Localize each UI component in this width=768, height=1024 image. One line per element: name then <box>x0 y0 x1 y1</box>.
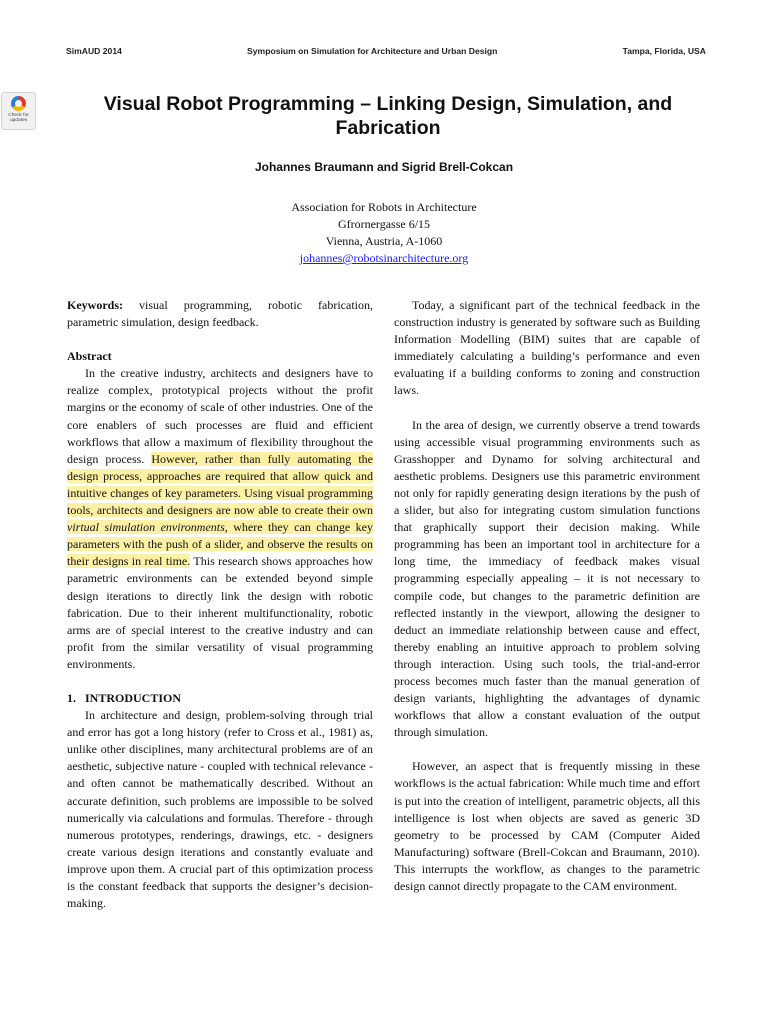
affiliation-block <box>0 199 768 267</box>
right-column <box>394 297 700 895</box>
header-conference: SimAUD 2014 <box>66 46 122 56</box>
keywords-paragraph <box>67 297 373 331</box>
affiliation-line: Association for Robots in Architecture <box>291 200 477 214</box>
body-paragraph: In the area of design, we currently observe a trend towards using accessible visual programming environments such as Grasshopper and Dynamo for solving architectural and aesthetic problems. Designers use this parametric environment not only for rapidly generating design iterations by the push of a slider, but also for integrating custom simulation functions that graphically support their decision making. While programming has been an important tool in architecture for a long time, the immediacy of feedback makes visual programming especially appealing – it is not necessary to compile code, but changes to the parametric definition are reflected instantly in the viewport, allowing the designer to deduct an immediate relationship between cause and effect, thereby enabling an intuitive approach to problem solving through interaction. Using such tools, the trial-and-error process becomes much faster than the manual generation of design variants, highlighting the advantages of dynamic workflows that allow a constant evaluation of the output through simulation. <box>394 417 700 740</box>
header-location: Tampa, Florida, USA <box>622 46 706 56</box>
abstract-heading: Abstract <box>67 349 112 364</box>
abstract-text: This research shows approaches how parametric environments can be extended beyond simple design iterations to directly link the design with robotic fabrication. Due to their inherent multifunctionality, robotic arms are of special interest to the creative industry and can profit from the similar versatility of visual programming environments. <box>67 554 373 671</box>
check-for-updates-badge[interactable] <box>1 92 36 130</box>
keywords-text: visual programming, robotic fabrication, parametric simulation, design feedback. <box>67 298 373 330</box>
introduction-paragraph: In architecture and design, problem-solving through trial and error has got a long history (refer to Cross et al., 1981) as, unlike other disciplines, many architectural problems are of an aesthetic, subjective nature - coupled with technical relevance - and often cannot be mathematically described. Without an accurate definition, such problems are impossible to be solved numerically via calculations and formulas. Therefore - through numerous prototypes, renderings, drawings, etc. - designers create various design iterations and constantly evaluate and improve upon them. A crucial part of this optimization process is the constant feedback that supports the designer’s decision-making. <box>67 708 373 911</box>
left-column <box>67 297 373 912</box>
paper-authors: Johannes Braumann and Sigrid Brell-Cokcan <box>254 160 514 174</box>
author-email-link[interactable]: johannes@robotsinarchitecture.org <box>299 251 469 265</box>
affiliation-line: Gfrornergasse 6/15 <box>337 217 431 231</box>
highlight-text: , where they can change key parameters with the push of a slider, and observe the results on their designs in real time. <box>67 520 373 569</box>
affiliation-line: Vienna, Austria, A-1060 <box>325 234 443 248</box>
abstract-text: In the creative industry, architects and designers have to realize complex, prototypical projects without the profit margins or the economy of scale of other industries. One of the core enablers of such processes are fluid and efficient workflows that allow a maximum of flexibility throughout the design process. <box>67 366 373 466</box>
running-header <box>66 46 706 56</box>
badge-label: Check for updates <box>8 113 29 124</box>
abstract-paragraph <box>67 365 373 673</box>
abstract-highlight <box>67 452 373 569</box>
keywords-label: Keywords: <box>67 298 123 312</box>
introduction-heading: 1. INTRODUCTION <box>67 690 182 705</box>
paper-title: Visual Robot Programming – Linking Design, Simulation, and Fabrication <box>103 93 673 139</box>
highlight-text: However, rather than fully automating the design process, approaches are required that allow quick and intuitive changes of key parameters. Using visual programming tools, architects and designers are now able to create their own <box>67 451 373 518</box>
header-symposium: Symposium on Simulation for Architecture and Urban Design <box>247 46 498 56</box>
check-for-updates-icon <box>11 96 26 111</box>
highlight-italic-text: virtual simulation environments <box>67 520 225 535</box>
body-paragraph: Today, a significant part of the technical feedback in the construction industry is generated by software such as Building Information Modelling (BIM) suites that are capable of immediately calculating a building’s performance and even evaluating if a building conforms to zoning and construction laws. <box>394 298 700 398</box>
body-paragraph: However, an aspect that is frequently missing in these workflows is the actual fabrication: While much time and effort is put into the creation of intelligent, parametric objects, all this intelligence is lost when objects are saved as generic 3D geometry to be processed by CAM (Computer Aided Manufacturing) software (Brell-Cokcan and Braumann, 2010). This interrupts the workflow, as changes to the parametric design cannot directly propagate to the CAM environment. <box>394 759 700 893</box>
